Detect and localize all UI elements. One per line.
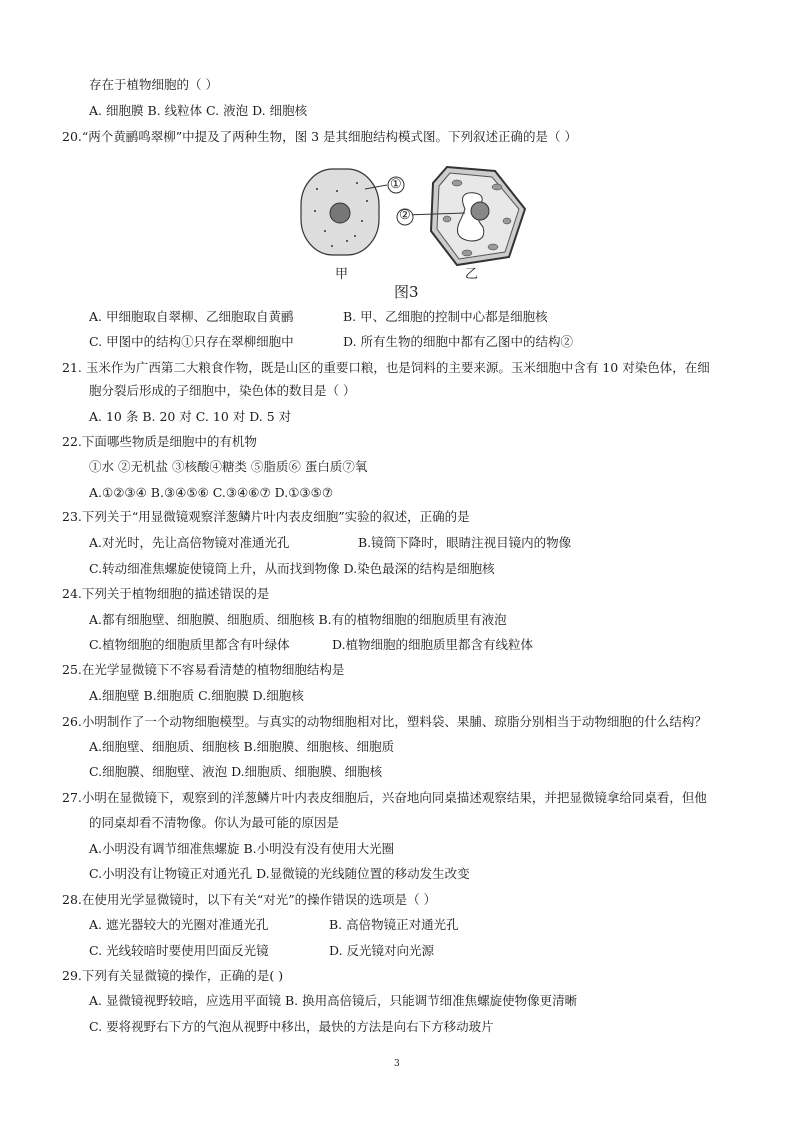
plant-cell-nucleus <box>471 202 489 220</box>
text-line: A. 显微镜视野较暗，应选用平面镜 B. 换用高倍镜后，只能调节细准焦螺旋使物像更清晰 <box>89 993 578 1008</box>
text-line: 29.下列有关显微镜的操作，正确的是( ) <box>62 968 284 983</box>
text-line: A. 遮光器较大的光圈对准通光孔 <box>89 917 269 932</box>
text-line: D. 所有生物的细胞中都有乙图中的结构② <box>343 334 574 349</box>
text-line: 存在于植物细胞的（ ） <box>89 77 218 92</box>
figure-caption: 图3 <box>394 283 419 301</box>
text-line: A.①②③④ B.③④⑤⑥ C.③④⑥⑦ D.①③⑤⑦ <box>89 485 334 500</box>
cell-structure-figure <box>297 161 527 301</box>
text-line: A.都有细胞壁、细胞膜、细胞质、细胞核 B.有的植物细胞的细胞质里有液泡 <box>89 612 507 627</box>
text-line: B.镜筒下降时，眼睛注视目镜内的物像 <box>358 535 572 550</box>
animal-cell-nucleus <box>330 203 350 223</box>
text-line: A.细胞壁 B.细胞质 C.细胞膜 D.细胞核 <box>89 688 304 703</box>
figure-label-yi: 乙 <box>465 267 479 282</box>
text-line: B. 高倍物镜正对通光孔 <box>329 917 459 932</box>
text-line: 21. 玉米作为广西第二大粮食作物，既是山区的重要口粮，也是饲料的主要来源。玉米细胞中含有 10 对染色体，在细 <box>62 360 710 375</box>
text-line: C.小明没有让物镜正对通光孔 D.显微镜的光线随位置的移动发生改变 <box>89 866 470 881</box>
figure-label-jia: 甲 <box>335 267 349 282</box>
figure-label-2: ② <box>399 208 411 223</box>
text-line: C. 光线较暗时要使用凹面反光镜 <box>89 943 269 958</box>
text-line: C.转动细准焦螺旋使镜筒上升，从而找到物像 D.染色最深的结构是细胞核 <box>89 561 495 576</box>
text-line: 25.在光学显微镜下不容易看清楚的植物细胞结构是 <box>62 662 345 677</box>
page-number: 3 <box>394 1059 400 1069</box>
text-line: C.细胞膜、细胞壁、液泡 D.细胞质、细胞膜、细胞核 <box>89 764 383 779</box>
text-line: 26.小明制作了一个动物细胞模型。与真实的动物细胞相对比，塑料袋、果脯、琼脂分别相当于动物细胞的什么结构？ <box>62 714 707 729</box>
text-line: 20.“两个黄鹂鸣翠柳”中提及了两种生物，图 3 是其细胞结构模式图。下列叙述正确的是（ ） <box>62 129 578 144</box>
text-line: 28.在使用光学显微镜时，以下有关“对光”的操作错误的选项是（ ） <box>62 892 437 907</box>
text-line: A.小明没有调节细准焦螺旋 B.小明没有没有使用大光圈 <box>89 841 395 856</box>
text-line: D. 反光镜对向光源 <box>329 943 435 958</box>
text-line: 27.小明在显微镜下，观察到的洋葱鳞片叶内表皮细胞后，兴奋地向同桌描述观察结果，并把显微镜拿给同桌看，但他 <box>62 790 707 805</box>
text-line: 23.下列关于“用显微镜观察洋葱鳞片叶内表皮细胞”实验的叙述，正确的是 <box>62 509 470 524</box>
text-line: ①水 ②无机盐 ③核酸④糖类 ⑤脂质⑥ 蛋白质⑦氧 <box>89 459 368 474</box>
text-line: C. 要将视野右下方的气泡从视野中移出，最快的方法是向右下方移动玻片 <box>89 1019 494 1034</box>
text-line: 的同桌却看不清物像。你认为最可能的原因是 <box>89 815 340 830</box>
text-line: A.细胞壁、细胞质、细胞核 B.细胞膜、细胞核、细胞质 <box>89 739 395 754</box>
text-line: 24.下列关于植物细胞的描述错误的是 <box>62 586 270 601</box>
text-line: C.植物细胞的细胞质里都含有叶绿体 <box>89 637 290 652</box>
text-line: A. 细胞膜 B. 线粒体 C. 液泡 D. 细胞核 <box>89 103 308 118</box>
text-line: A.对光时，先让高倍物镜对准通光孔 <box>89 535 290 550</box>
figure-label-1: ① <box>390 177 402 192</box>
text-line: A. 甲细胞取自翠柳、乙细胞取自黄鹂 <box>89 309 294 324</box>
text-line: B. 甲、乙细胞的控制中心都是细胞核 <box>343 309 548 324</box>
text-line: 22.下面哪些物质是细胞中的有机物 <box>62 434 257 449</box>
text-line: D.植物细胞的细胞质里都含有线粒体 <box>332 637 534 652</box>
text-line: C. 甲图中的结构①只存在翠柳细胞中 <box>89 334 294 349</box>
text-line: A. 10 条 B. 20 对 C. 10 对 D. 5 对 <box>89 409 292 424</box>
cell-diagram-svg <box>297 161 527 281</box>
text-line: 胞分裂后形成的子细胞中，染色体的数目是（ ） <box>89 383 356 398</box>
